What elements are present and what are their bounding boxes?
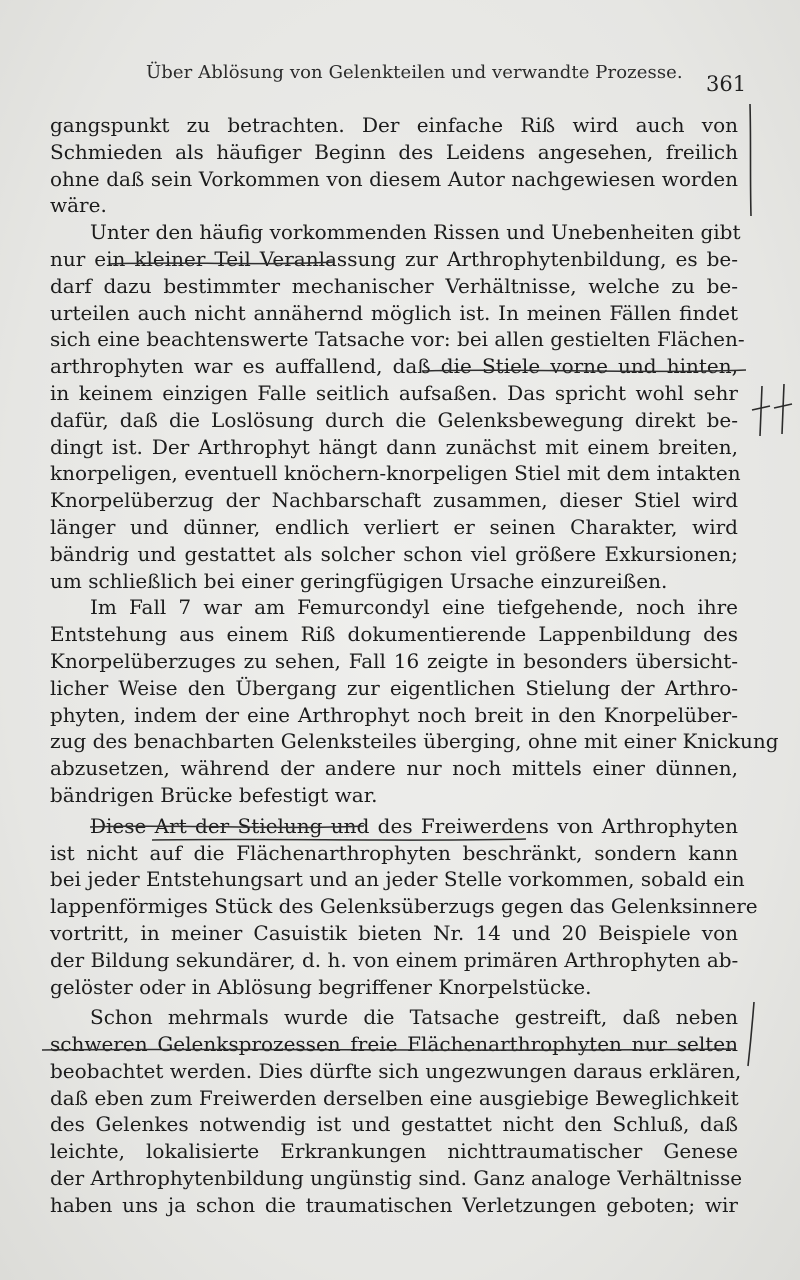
text-line: des Gelenkes notwendig ist und gestattet nicht den Schluß, daß — [50, 1112, 738, 1137]
text-line: lappenförmiges Stück des Gelenksüberzugs gegen das Gelenksinnere — [50, 894, 758, 919]
text-line: bändrig und gestattet als solcher schon viel größere Exkursionen; — [50, 541, 738, 566]
text-line: um schließlich bei einer geringfügigen Ursache einzureißen. — [50, 568, 668, 593]
text-line: beobachtet werden. Dies dürfte sich ungezwungen daraus erklären, — [50, 1058, 742, 1083]
text-line: Schmieden als häufiger Beginn des Leidens angesehen, freilich — [50, 139, 738, 164]
text-line: vortritt, in meiner Casuistik bieten Nr. 14 und 20 Beispiele von — [50, 920, 738, 945]
pencil-underline — [88, 822, 368, 832]
text-line: schweren Gelenksprozessen freie Flächenarthrophyten nur selten — [50, 1032, 738, 1057]
running-title: Über Ablösung von Gelenkteilen und verwandte Prozesse. — [146, 62, 683, 83]
pencil-strikethrough — [150, 835, 530, 845]
paragraph — [50, 112, 738, 219]
text-line: bei jeder Entstehungsart und an jeder Stelle vorkommen, sobald ein — [50, 867, 745, 892]
text-line: leichte, lokalisierte Erkrankungen nichttraumatischer Genese — [50, 1139, 738, 1164]
text-line: bändrigen Brücke befestigt war. — [50, 782, 378, 807]
text-line: darf dazu bestimmter mechanischer Verhältnisse, welche zu be- — [50, 273, 738, 298]
pencil-underline — [420, 366, 750, 376]
text-line: daß eben zum Freiwerden derselben eine ausgiebige Beweglichkeit — [50, 1085, 739, 1110]
text-line: Knorpelüberzug der Nachbarschaft zusammen, dieser Stiel wird — [50, 488, 738, 513]
text-line: Knorpelüberzuges zu sehen, Fall 16 zeigte in besonders übersicht- — [50, 648, 738, 673]
text-line: dingt ist. Der Arthrophyt hängt dann zunächst mit einem breiten, — [50, 434, 738, 459]
text-line: wäre. — [50, 193, 107, 218]
pencil-underline — [108, 258, 338, 268]
text-line: Unter den häufig vorkommenden Rissen und Unebenheiten gibt — [90, 220, 741, 245]
text-line: Entstehung aus einem Riß dokumentierende Lappenbildung des — [50, 622, 738, 647]
text-line: abzusetzen, während der andere nur noch mittels einer dünnen, — [50, 756, 738, 781]
text-line: sich eine beachtenswerte Tatsache vor: bei allen gestielten Flächen- — [50, 327, 745, 352]
text-line: zug des benachbarten Gelenksteiles überging, ohne mit einer Knickung — [50, 729, 779, 754]
text-line: Im Fall 7 war am Femurcondyl eine tiefgehende, noch ihre — [90, 595, 738, 620]
text-line: der Arthrophytenbildung ungünstig sind. Ganz analoge Verhältnisse — [50, 1166, 743, 1191]
pencil-strikethrough — [40, 1045, 740, 1055]
text-line: haben uns ja schon die traumatischen Verletzungen geboten; wir — [50, 1192, 738, 1217]
text-line: gelöster oder in Ablösung begriffener Knorpelstücke. — [50, 974, 592, 999]
paragraph — [50, 219, 745, 594]
text-line: Schon mehrmals wurde die Tatsache gestreift, daß neben — [90, 1005, 738, 1030]
text-line: arthrophyten war es auffallend, daß die Stiele vorne und hinten, — [50, 354, 738, 379]
text-line: nur ein kleiner Teil Veranlassung zur Arthrophytenbildung, es be- — [50, 246, 738, 271]
text-line: ist nicht auf die Flächenarthrophyten beschränkt, sondern kann — [50, 840, 738, 865]
margin-line-top — [742, 100, 762, 220]
text-line: phyten, indem der eine Arthrophyt noch breit in den Knorpelüber- — [50, 702, 738, 727]
margin-line-bottom — [740, 998, 764, 1070]
text-line: in keinem einzigen Falle seitlich aufsaßen. Das spricht wohl sehr — [50, 380, 738, 405]
page-number: 361 — [706, 72, 747, 96]
paragraph — [50, 1004, 743, 1218]
margin-double-cross — [748, 380, 798, 440]
text-line: Diese Art der Stielung und des Freiwerdens von Arthrophyten — [90, 813, 738, 838]
text-line: dafür, daß die Loslösung durch die Gelenksbewegung direkt be- — [50, 407, 738, 432]
paragraph — [50, 594, 779, 808]
text-line: gangspunkt zu betrachten. Der einfache Riß wird auch von — [50, 113, 738, 137]
text-line: der Bildung sekundärer, d. h. von einem primären Arthrophyten ab- — [50, 947, 739, 972]
text-line: licher Weise den Übergang zur eigentlichen Stielung der Arthro- — [50, 675, 738, 700]
text-line: länger und dünner, endlich verliert er seinen Charakter, wird — [50, 514, 738, 539]
text-line: ohne daß sein Vorkommen von diesem Autor nachgewiesen worden — [50, 166, 738, 191]
text-line: urteilen auch nicht annähernd möglich ist. In meinen Fällen findet — [50, 300, 738, 325]
text-line: knorpeligen, eventuell knöchern-knorpeligen Stiel mit dem intakten — [50, 461, 741, 486]
